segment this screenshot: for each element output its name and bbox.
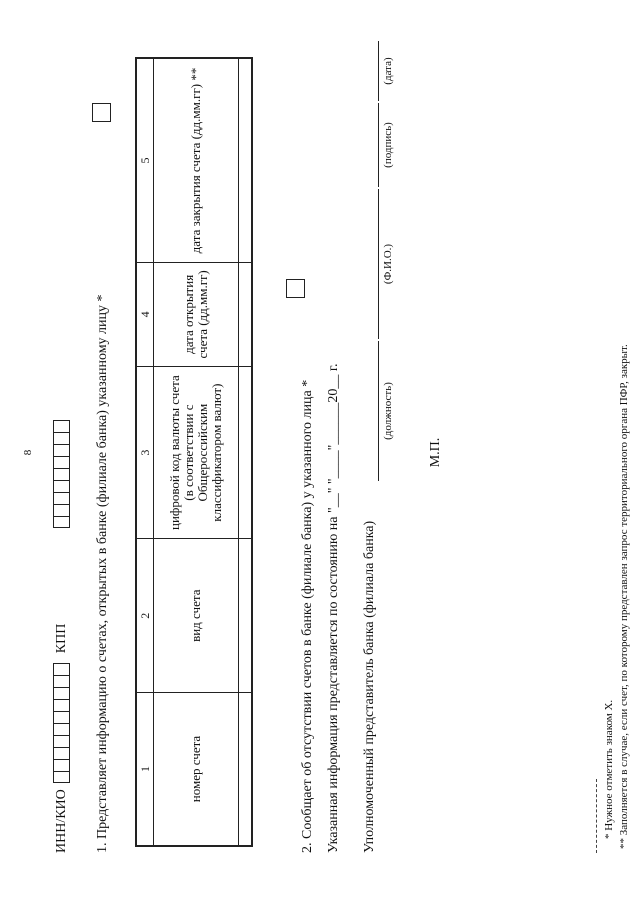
as-of-date-line: Указанная информация представляется по состоянию на "__" "____"______20__ г. (326, 363, 341, 853)
kpp-label: КПП (54, 623, 69, 654)
inn-cell (53, 699, 70, 711)
column-number: 4 (136, 262, 154, 366)
inn-label: ИНН/КИО (54, 789, 69, 853)
header-close-date: дата закрытия счета (дд.мм.гг) ** (154, 58, 239, 262)
header-currency-code: цифровой код валюты счета (в соответствии с Общероссийским классификатором валют) (154, 366, 239, 539)
section-1-text: 1. Представляет информацию о счетах, открытых в банке (филиале банка) указанному лицу * (95, 294, 110, 853)
header-account-type: вид счета (154, 539, 239, 693)
table-cell[interactable] (239, 539, 253, 693)
table-cell[interactable] (239, 262, 253, 366)
inn-cell (53, 747, 70, 759)
representative-text: Уполномоченный представитель банка (филиала банка) (362, 520, 377, 853)
inn-cell (53, 759, 70, 771)
position-line (378, 341, 379, 481)
kpp-cell (53, 504, 70, 516)
table-cell[interactable] (239, 58, 253, 262)
kpp-cell (53, 468, 70, 480)
kpp-cell (53, 420, 70, 432)
column-number: 1 (136, 692, 154, 846)
table-cell[interactable] (239, 692, 253, 846)
identifier-row (48, 420, 70, 853)
header-open-date: дата открытия счета (дд.мм.гг) (154, 262, 239, 366)
inn-cell (53, 771, 70, 783)
inn-cell (53, 723, 70, 735)
footnote-1: * Нужное отметить знаком Х. (603, 699, 615, 839)
kpp-boxes (53, 420, 70, 528)
name-line (378, 189, 379, 339)
kpp-cell (53, 516, 70, 528)
name-label: (Ф.И.О.) (382, 243, 394, 285)
section-1-checkbox[interactable] (92, 103, 111, 122)
kpp-cell (53, 492, 70, 504)
accounts-table (135, 57, 253, 847)
footnote-separator (596, 779, 597, 853)
header-account-number: номер счета (154, 692, 239, 846)
stamp-place: М.П. (428, 437, 443, 468)
kpp-cell (53, 432, 70, 444)
table-row (239, 58, 253, 846)
column-number: 2 (136, 539, 154, 693)
page-number: 8 (22, 449, 34, 456)
kpp-cell (53, 444, 70, 456)
kpp-cell (53, 456, 70, 468)
signature-line (378, 103, 379, 187)
inn-boxes (53, 663, 70, 783)
signature-label: (подпись) (382, 122, 394, 168)
inn-cell (53, 675, 70, 687)
inn-cell (53, 663, 70, 675)
column-number-row (136, 58, 154, 846)
column-header-row (154, 58, 239, 846)
column-number: 5 (136, 58, 154, 262)
footnote-2: ** Заполняется в случае, если счет, по которому представлен запрос территориального органа ПФР, закрыт. (618, 344, 630, 849)
section-2-text: 2. Сообщает об отсутствии счетов в банке (филиале банка) у указанного лица * (300, 379, 315, 853)
inn-cell (53, 687, 70, 699)
table-cell[interactable] (239, 366, 253, 539)
inn-cell (53, 735, 70, 747)
inn-cell (53, 711, 70, 723)
column-number: 3 (136, 366, 154, 539)
kpp-cell (53, 480, 70, 492)
date-line (378, 41, 379, 101)
date-label: (дата) (382, 57, 394, 85)
position-label: (должность) (382, 382, 394, 440)
section-2-checkbox[interactable] (286, 279, 305, 298)
